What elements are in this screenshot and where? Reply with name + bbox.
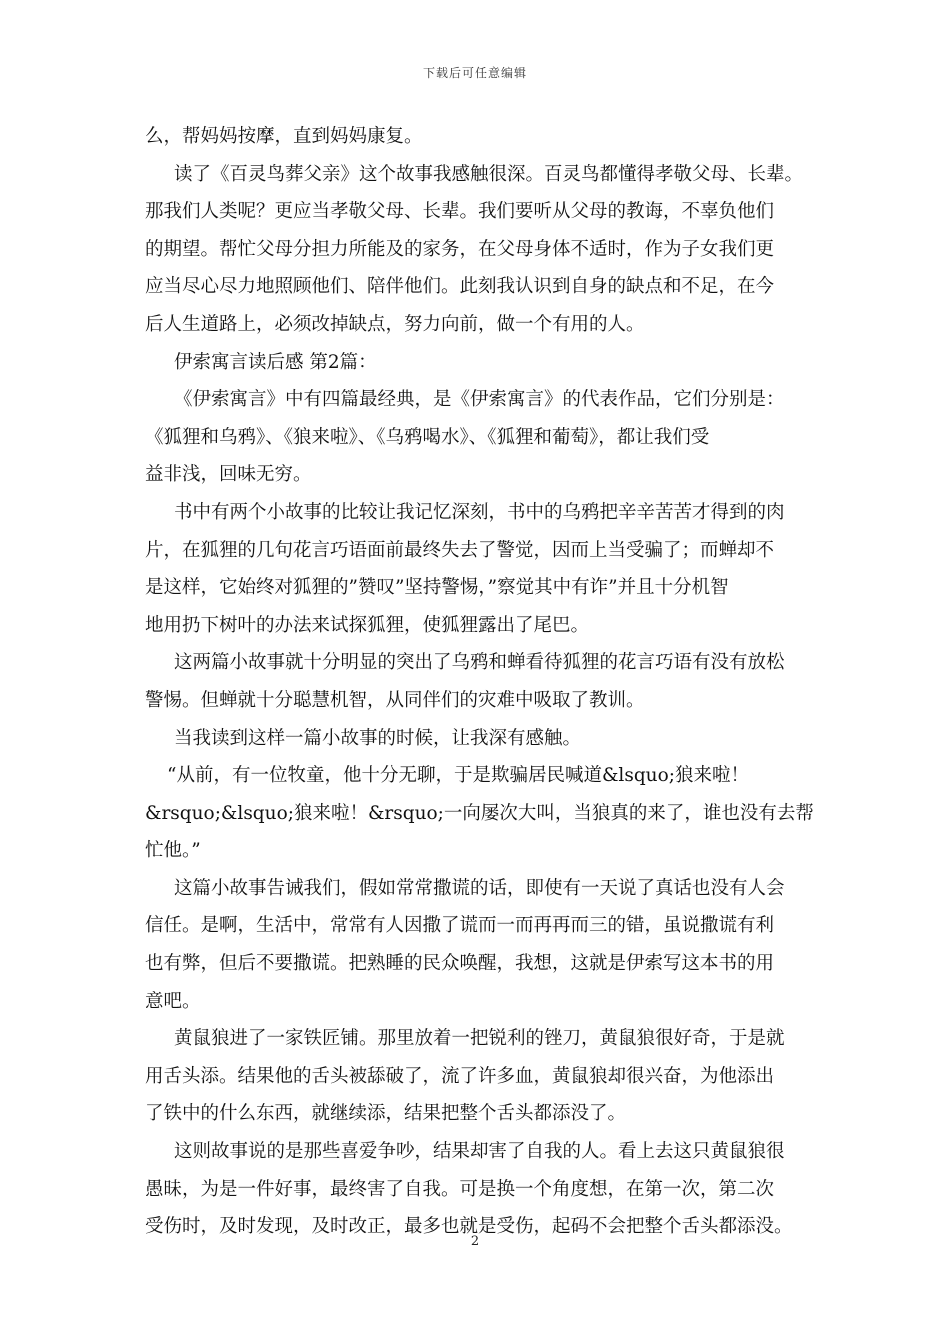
text-line: 愚昧，为是一件好事，最终害了自我。可是换一个角度想，在第一次，第二次 xyxy=(145,1178,775,1200)
text-line: 警惕。但蝉就十分聪慧机智，从同伴们的灾难中吸取了教训。 xyxy=(145,689,645,711)
text-line: 《狐狸和乌鸦》、《狼来啦》、《乌鸦喝水》、《狐狸和葡萄》，都让我们受 xyxy=(145,426,710,448)
paragraph-start-line: 这则故事说的是那些喜爱争吵，结果却害了自我的人。看上去这只黄鼠狼很 xyxy=(174,1141,785,1163)
text-line: 片，在狐狸的几句花言巧语面前最终失去了警觉，因而上当受骗了；而蝉却不 xyxy=(145,539,775,561)
paragraph-start-line: 《伊索寓言》中有四篇最经典，是《伊索寓言》的代表作品，它们分别是： xyxy=(174,389,785,411)
paragraph-start-line: 这篇小故事告诫我们，假如常常撒谎的话，即使有一天说了真话也没有人会 xyxy=(174,877,785,899)
paragraph-start-line: 当我读到这样一篇小故事的时候，让我深有感触。 xyxy=(174,727,582,749)
text-line: 的期望。帮忙父母分担力所能及的家务，在父母身体不适时，作为子女我们更 xyxy=(145,238,775,260)
paragraph-start-line: 读了《百灵鸟葬父亲》这个故事我感触很深。百灵鸟都懂得孝敬父母、长辈。 xyxy=(174,163,804,185)
text-line: 后人生道路上，必须改掉缺点，努力向前，做一个有用的人。 xyxy=(145,313,645,335)
paragraph-start-line: 书中有两个小故事的比较让我记忆深刻，书中的乌鸦把辛辛苦苦才得到的肉 xyxy=(174,501,785,523)
text-line: 忙他。” xyxy=(145,840,201,862)
text-line: 益非浅，回味无穷。 xyxy=(145,464,312,486)
section-heading: 伊索寓言读后感 第2篇： xyxy=(174,351,377,373)
text-line: 意吧。 xyxy=(145,990,201,1012)
text-line: 也有弊，但后不要撒谎。把熟睡的民众唤醒，我想，这就是伊索写这本书的用 xyxy=(145,953,775,975)
text-line: 了铁中的什么东西，就继续添，结果把整个舌头都添没了。 xyxy=(145,1103,627,1125)
text-line: 用舌头添。结果他的舌头被舔破了，流了许多血，黄鼠狼却很兴奋，为他添出 xyxy=(145,1065,775,1087)
text-line: 是这样，它始终对狐狸的”赞叹”坚持警惕，”察觉其中有诈”并且十分机智 xyxy=(145,577,729,599)
page-number: 2 xyxy=(470,1234,480,1249)
text-line: 那我们人类呢？更应当孝敬父母、长辈。我们要听从父母的教诲，不辜负他们 xyxy=(145,201,775,223)
paragraph-start-line: 黄鼠狼进了一家铁匠铺。那里放着一把锐利的锉刀，黄鼠狼很好奇，于是就 xyxy=(174,1028,785,1050)
text-line: 应当尽心尽力地照顾他们、陪伴他们。此刻我认识到自身的缺点和不足，在今 xyxy=(145,276,775,298)
text-line: 受伤时，及时发现，及时改正，最多也就是受伤，起码不会把整个舌头都添没。 xyxy=(145,1216,793,1238)
paragraph-start-line: 这两篇小故事就十分明显的突出了乌鸦和蝉看待狐狸的花言巧语有没有放松 xyxy=(174,652,785,674)
text-line: 么，帮妈妈按摩，直到妈妈康复。 xyxy=(145,126,423,147)
document-body xyxy=(145,118,814,1246)
quote-start-line: “从前，有一位牧童，他十分无聊，于是欺骗居民喊道&lsquo;狼来啦！ xyxy=(167,765,749,787)
text-line: 地用扔下树叶的办法来试探狐狸，使狐狸露出了尾巴。 xyxy=(145,614,590,636)
page-header: 下载后可任意编辑 xyxy=(422,66,527,80)
text-line: &rsquo;&lsquo;狼来啦！&rsquo;一向屡次大叫，当狼真的来了，谁也没有去帮 xyxy=(145,802,814,824)
text-line: 信任。是啊，生活中，常常有人因撒了谎而一而再再而三的错，虽说撒谎有利 xyxy=(145,915,775,937)
